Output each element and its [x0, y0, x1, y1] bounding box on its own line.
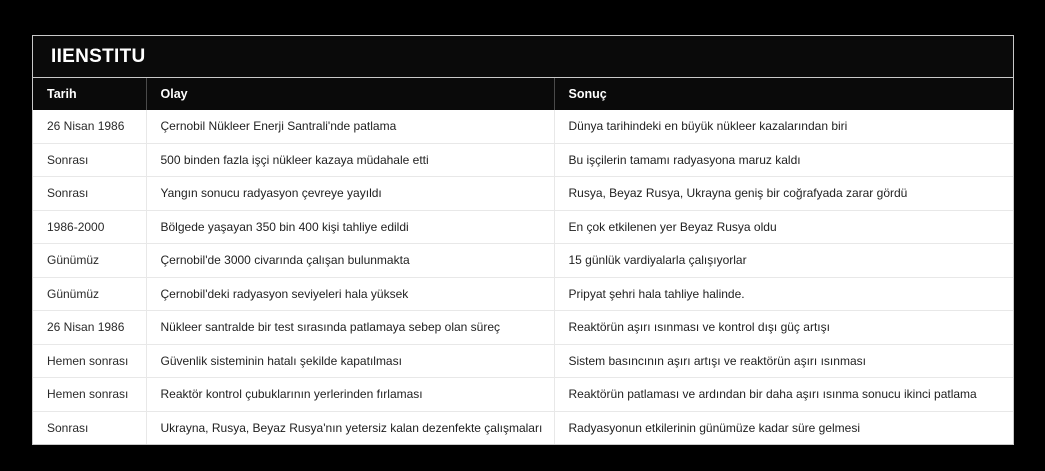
- cell-event: Güvenlik sisteminin hatalı şekilde kapatılması: [146, 344, 554, 378]
- table-row: [33, 244, 1013, 278]
- cell-date: 26 Nisan 1986: [33, 110, 146, 143]
- cell-date: Sonrası: [33, 411, 146, 444]
- chernobyl-events-table: [33, 78, 1013, 444]
- cell-event: Ukrayna, Rusya, Beyaz Rusya'nın yetersiz kalan dezenfekte çalışmaları: [146, 411, 554, 444]
- table-row: [33, 277, 1013, 311]
- cell-event: Yangın sonucu radyasyon çevreye yayıldı: [146, 177, 554, 211]
- table-row: [33, 110, 1013, 143]
- cell-event: Çernobil'de 3000 civarında çalışan bulunmakta: [146, 244, 554, 278]
- table-row: [33, 411, 1013, 444]
- table-row: [33, 378, 1013, 412]
- cell-event: Bölgede yaşayan 350 bin 400 kişi tahliye edildi: [146, 210, 554, 244]
- cell-result: 15 günlük vardiyalarla çalışıyorlar: [554, 244, 1013, 278]
- cell-result: Reaktörün patlaması ve ardından bir daha aşırı ısınma sonucu ikinci patlama: [554, 378, 1013, 412]
- cell-result: Radyasyonun etkilerinin günümüze kadar süre gelmesi: [554, 411, 1013, 444]
- cell-date: 1986-2000: [33, 210, 146, 244]
- cell-result: Dünya tarihindeki en büyük nükleer kazalarından biri: [554, 110, 1013, 143]
- cell-date: Hemen sonrası: [33, 344, 146, 378]
- cell-date: 26 Nisan 1986: [33, 311, 146, 345]
- table-row: [33, 177, 1013, 211]
- cell-result: Reaktörün aşırı ısınması ve kontrol dışı güç artışı: [554, 311, 1013, 345]
- cell-event: Nükleer santralde bir test sırasında patlamaya sebep olan süreç: [146, 311, 554, 345]
- cell-result: Bu işçilerin tamamı radyasyona maruz kaldı: [554, 143, 1013, 177]
- cell-result: En çok etkilenen yer Beyaz Rusya oldu: [554, 210, 1013, 244]
- table-card: [32, 35, 1014, 445]
- cell-date: Günümüz: [33, 244, 146, 278]
- column-header-date: Tarih: [33, 78, 146, 110]
- cell-date: Günümüz: [33, 277, 146, 311]
- cell-event: Reaktör kontrol çubuklarının yerlerinden fırlaması: [146, 378, 554, 412]
- table-row: [33, 344, 1013, 378]
- cell-result: Rusya, Beyaz Rusya, Ukrayna geniş bir coğrafyada zarar gördü: [554, 177, 1013, 211]
- table-header-row: [33, 78, 1013, 110]
- table-body: [33, 110, 1013, 444]
- table-row: [33, 311, 1013, 345]
- cell-date: Sonrası: [33, 177, 146, 211]
- brand-logo-text: IIENSTITU: [51, 46, 146, 67]
- brand-bar: [33, 36, 1013, 78]
- cell-date: Sonrası: [33, 143, 146, 177]
- cell-event: Çernobil Nükleer Enerji Santrali'nde patlama: [146, 110, 554, 143]
- cell-date: Hemen sonrası: [33, 378, 146, 412]
- cell-event: Çernobil'deki radyasyon seviyeleri hala yüksek: [146, 277, 554, 311]
- table-row: [33, 143, 1013, 177]
- cell-event: 500 binden fazla işçi nükleer kazaya müdahale etti: [146, 143, 554, 177]
- column-header-result: Sonuç: [568, 87, 607, 101]
- column-header-event: Olay: [146, 78, 554, 110]
- cell-result: Sistem basıncının aşırı artışı ve reaktörün aşırı ısınması: [554, 344, 1013, 378]
- cell-result: Pripyat şehri hala tahliye halinde.: [554, 277, 1013, 311]
- table-header: [33, 78, 1013, 110]
- table-row: [33, 210, 1013, 244]
